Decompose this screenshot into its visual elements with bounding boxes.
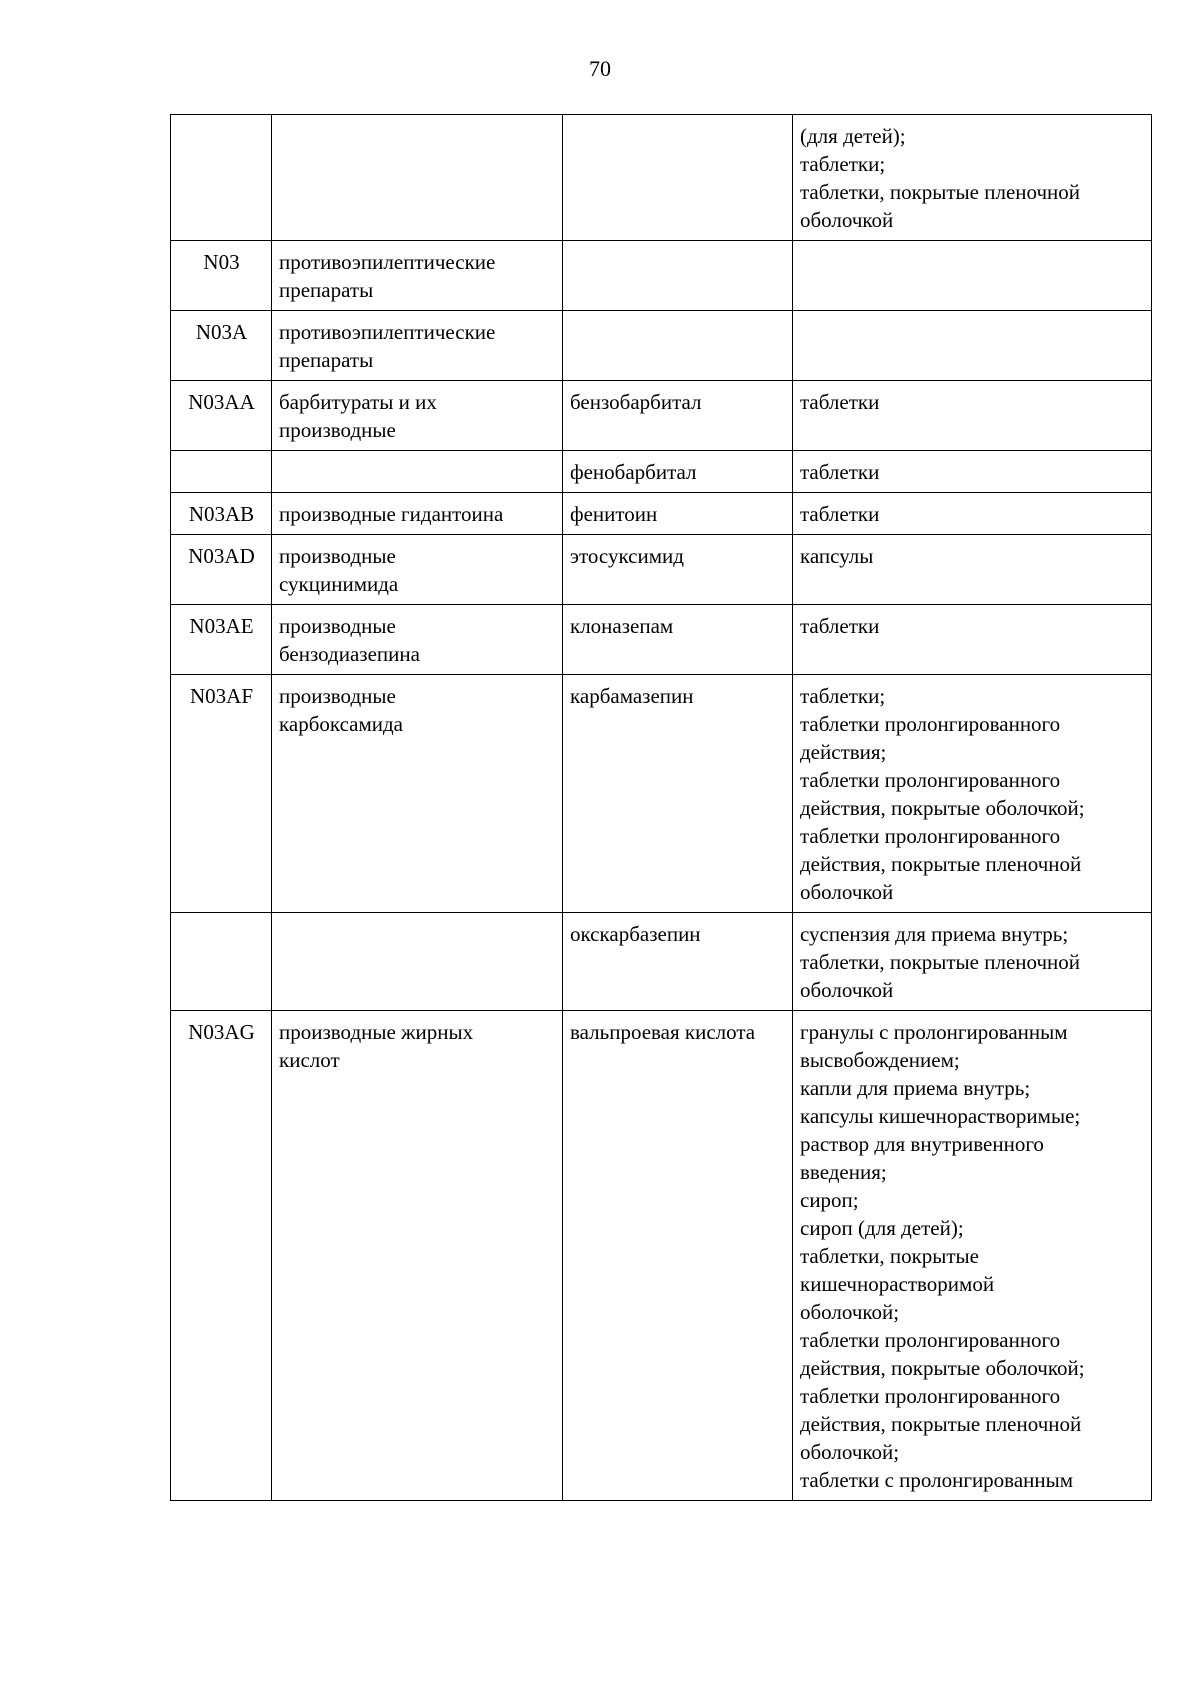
dosage-form-line: оболочкой; <box>800 1300 900 1324</box>
group-name-cell <box>272 535 563 605</box>
dosage-form-line: таблетки; <box>800 684 886 708</box>
dosage-form-line: капли для приема внутрь; <box>800 1076 1031 1100</box>
dosage-form-cell <box>793 605 1152 675</box>
group-name-line: препараты <box>279 278 374 302</box>
inn-cell: карбамазепин <box>563 675 793 913</box>
atc-code-cell: N03AB <box>171 493 272 535</box>
inn-cell: фенобарбитал <box>563 451 793 493</box>
atc-code-cell: N03AF <box>171 675 272 913</box>
dosage-form-line: таблетки пролонгированного <box>800 768 1061 792</box>
dosage-form-line: (для детей); <box>800 124 906 148</box>
table-row <box>171 1011 1152 1501</box>
inn-cell <box>563 115 793 241</box>
dosage-form-cell <box>793 381 1152 451</box>
atc-code-cell: N03 <box>171 241 272 311</box>
group-name-cell <box>272 605 563 675</box>
inn-cell: вальпроевая кислота <box>563 1011 793 1501</box>
table-row <box>171 535 1152 605</box>
dosage-form-line: таблетки с пролонгированным <box>800 1468 1074 1492</box>
dosage-form-line: сироп (для детей); <box>800 1216 964 1240</box>
dosage-form-line: введения; <box>800 1160 887 1184</box>
group-name-line: карбоксамида <box>279 712 404 736</box>
dosage-form-line: действия; <box>800 740 887 764</box>
group-name-line: барбитураты и их <box>279 390 437 414</box>
dosage-form-line: таблетки; <box>800 152 886 176</box>
group-name-line: бензодиазепина <box>279 642 420 666</box>
table-row <box>171 241 1152 311</box>
atc-code-cell <box>171 451 272 493</box>
inn-cell: фенитоин <box>563 493 793 535</box>
group-name-line: препараты <box>279 348 374 372</box>
group-name-line: производные <box>279 544 396 568</box>
atc-code-cell <box>171 115 272 241</box>
inn-cell: окскарбазепин <box>563 913 793 1011</box>
dosage-form-line: высвобождением; <box>800 1048 960 1072</box>
group-name-cell <box>272 675 563 913</box>
group-name-line: кислот <box>279 1048 340 1072</box>
dosage-form-line: оболочкой; <box>800 1440 900 1464</box>
group-name-line: производные <box>279 418 396 442</box>
dosage-form-line: кишечнорастворимой <box>800 1272 995 1296</box>
dosage-form-line: гранулы с пролонгированным <box>800 1020 1068 1044</box>
group-name-cell <box>272 381 563 451</box>
inn-cell: бензобарбитал <box>563 381 793 451</box>
inn-cell <box>563 241 793 311</box>
dosage-form-line: таблетки, покрытые <box>800 1244 979 1268</box>
dosage-form-line: действия, покрытые оболочкой; <box>800 1356 1085 1380</box>
dosage-form-line: таблетки <box>800 390 880 414</box>
dosage-form-line: таблетки пролонгированного <box>800 824 1061 848</box>
dosage-form-cell <box>793 115 1152 241</box>
dosage-form-cell <box>793 451 1152 493</box>
dosage-form-line: оболочкой <box>800 978 894 1002</box>
table-row <box>171 605 1152 675</box>
dosage-form-line: раствор для внутривенного <box>800 1132 1044 1156</box>
dosage-form-line: действия, покрытые пленочной <box>800 852 1082 876</box>
dosage-form-line: капсулы <box>800 544 874 568</box>
group-name-cell <box>272 913 563 1011</box>
dosage-form-line: суспензия для приема внутрь; <box>800 922 1069 946</box>
dosage-form-line: таблетки пролонгированного <box>800 1328 1061 1352</box>
atc-code-cell: N03AG <box>171 1011 272 1501</box>
group-name-cell <box>272 311 563 381</box>
group-name-cell <box>272 241 563 311</box>
atc-code-cell: N03A <box>171 311 272 381</box>
group-name-line: противоэпилептические <box>279 320 496 344</box>
dosage-form-cell <box>793 311 1152 381</box>
dosage-form-line: капсулы кишечнорастворимые; <box>800 1104 1081 1128</box>
dosage-form-line: таблетки <box>800 460 880 484</box>
inn-cell: этосуксимид <box>563 535 793 605</box>
dosage-form-cell <box>793 675 1152 913</box>
dosage-form-cell <box>793 241 1152 311</box>
dosage-form-line: таблетки пролонгированного <box>800 712 1061 736</box>
table-body <box>171 115 1152 1501</box>
group-name-line: противоэпилептические <box>279 250 496 274</box>
inn-cell: клоназепам <box>563 605 793 675</box>
atc-code-cell: N03AD <box>171 535 272 605</box>
page-number: 70 <box>589 56 611 81</box>
dosage-form-line: таблетки <box>800 502 880 526</box>
table-row <box>171 913 1152 1011</box>
group-name-cell <box>272 493 563 535</box>
atc-code-cell: N03AA <box>171 381 272 451</box>
group-name-line: производные жирных <box>279 1020 474 1044</box>
table-row <box>171 451 1152 493</box>
dosage-form-line: сироп; <box>800 1188 859 1212</box>
group-name-line: производные гидантоина <box>279 502 504 526</box>
atc-code-cell: N03AE <box>171 605 272 675</box>
dosage-form-line: оболочкой <box>800 880 894 904</box>
group-name-line: производные <box>279 684 396 708</box>
drug-table <box>170 114 1152 1501</box>
group-name-line: сукцинимида <box>279 572 399 596</box>
table-row <box>171 115 1152 241</box>
table-row <box>171 311 1152 381</box>
table-row <box>171 381 1152 451</box>
dosage-form-line: действия, покрытые оболочкой; <box>800 796 1085 820</box>
table-row <box>171 493 1152 535</box>
dosage-form-cell <box>793 1011 1152 1501</box>
dosage-form-cell <box>793 913 1152 1011</box>
dosage-form-line: оболочкой <box>800 208 894 232</box>
atc-code-cell <box>171 913 272 1011</box>
group-name-cell <box>272 1011 563 1501</box>
group-name-line: производные <box>279 614 396 638</box>
dosage-form-cell <box>793 493 1152 535</box>
inn-cell <box>563 311 793 381</box>
dosage-form-line: таблетки, покрытые пленочной <box>800 950 1081 974</box>
dosage-form-line: таблетки, покрытые пленочной <box>800 180 1081 204</box>
group-name-cell <box>272 115 563 241</box>
group-name-cell <box>272 451 563 493</box>
dosage-form-cell <box>793 535 1152 605</box>
table-row <box>171 675 1152 913</box>
dosage-form-line: действия, покрытые пленочной <box>800 1412 1082 1436</box>
dosage-form-line: таблетки пролонгированного <box>800 1384 1061 1408</box>
dosage-form-line: таблетки <box>800 614 880 638</box>
